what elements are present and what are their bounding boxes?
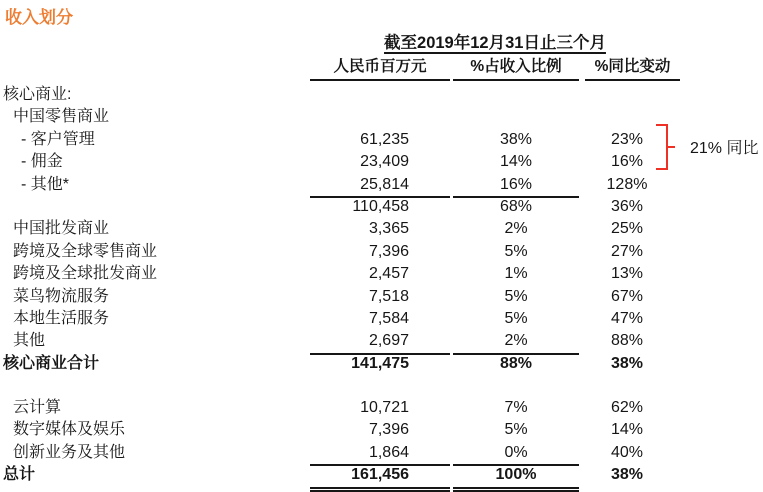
value-yoy-change: 36% xyxy=(610,197,644,215)
value-pct-of-revenue: 5% xyxy=(504,309,528,327)
table-row xyxy=(3,241,680,263)
value-rmb-millions: 3,365 xyxy=(368,220,409,238)
row-label: 中国零售商业 xyxy=(13,108,110,126)
value-yoy-change: 23% xyxy=(610,130,644,148)
value-rmb-millions xyxy=(310,84,450,106)
value-pct-of-revenue: 0% xyxy=(453,442,579,466)
value-pct-of-revenue: 7% xyxy=(504,399,528,417)
value-pct-of-revenue xyxy=(453,106,579,128)
table-column-headers xyxy=(3,56,680,81)
row-label: 总计 xyxy=(3,466,36,484)
value-pct-of-revenue: 68% xyxy=(499,197,533,215)
value-rmb-millions: 61,235 xyxy=(360,130,409,148)
value-pct-of-revenue: 5% xyxy=(504,421,528,439)
value-rmb-millions: 7,396 xyxy=(368,421,409,439)
value-yoy-change: 16% xyxy=(610,153,644,171)
value-pct-of-revenue: 16% xyxy=(453,174,579,198)
value-pct-of-revenue: 2% xyxy=(504,220,528,238)
row-label: 云计算 xyxy=(13,399,62,417)
value-rmb-millions: 10,721 xyxy=(360,399,409,417)
yoy-bracket-label: 21% 同比 xyxy=(690,140,759,157)
page-title: 收入划分 xyxy=(5,8,73,27)
row-label: 跨境及全球批发商业 xyxy=(13,265,158,283)
row-label: 其他 xyxy=(13,332,46,350)
table-row xyxy=(3,419,680,441)
table-body xyxy=(3,84,680,487)
value-yoy-change: 128% xyxy=(606,175,648,193)
table-row xyxy=(3,286,680,308)
period-header: 截至2019年12月31日止三个月 xyxy=(384,34,606,52)
value-pct-of-revenue: 100% xyxy=(453,464,579,491)
row-label: 跨境及全球零售商业 xyxy=(13,242,158,260)
table-row xyxy=(3,308,680,330)
value-rmb-millions xyxy=(310,106,450,128)
value-rmb-millions: 1,864 xyxy=(310,442,450,466)
value-rmb-millions: 7,584 xyxy=(368,309,409,327)
table-row xyxy=(3,263,680,285)
row-label: 本地生活服务 xyxy=(13,309,110,327)
value-rmb-millions: 161,456 xyxy=(310,464,450,491)
table-row xyxy=(3,464,680,486)
table-row xyxy=(3,174,680,196)
value-yoy-change: 13% xyxy=(610,265,644,283)
value-yoy-change: 38% xyxy=(610,354,644,372)
label-column-spacer xyxy=(3,31,310,56)
value-rmb-millions: 141,475 xyxy=(351,354,409,372)
table-row xyxy=(3,196,680,218)
row-label: - 其他* xyxy=(21,175,70,193)
value-pct-of-revenue: 2% xyxy=(453,330,579,354)
yoy-bracket-icon xyxy=(656,124,668,170)
value-rmb-millions: 7,396 xyxy=(368,242,409,260)
spacer-row xyxy=(3,375,680,397)
value-yoy-change: 14% xyxy=(610,421,644,439)
value-yoy-change: 47% xyxy=(610,309,644,327)
value-rmb-millions: 2,697 xyxy=(310,330,450,354)
value-pct-of-revenue xyxy=(453,84,579,106)
table-period-row xyxy=(3,31,680,56)
value-yoy-change: 40% xyxy=(610,443,644,461)
row-label: - 佣金 xyxy=(21,153,63,171)
row-label: 数字媒体及娱乐 xyxy=(13,421,126,439)
column-header-rmb-millions: 人民币百万元 xyxy=(310,56,450,81)
table-row xyxy=(3,330,680,352)
value-pct-of-revenue: 5% xyxy=(504,287,528,305)
value-pct-of-revenue: 38% xyxy=(499,130,533,148)
table-row xyxy=(3,353,680,375)
row-label: 核心商业: xyxy=(3,86,72,103)
revenue-table xyxy=(3,31,680,487)
value-pct-of-revenue: 88% xyxy=(499,354,533,372)
value-yoy-change: 67% xyxy=(610,287,644,305)
value-pct-of-revenue: 14% xyxy=(499,153,533,171)
value-rmb-millions: 7,518 xyxy=(368,287,409,305)
table-row xyxy=(3,129,680,151)
value-pct-of-revenue: 1% xyxy=(504,265,528,283)
row-label: 创新业务及其他 xyxy=(13,443,126,461)
value-yoy-change: 62% xyxy=(610,399,644,417)
table-row xyxy=(3,84,680,106)
row-label: - 客户管理 xyxy=(21,130,95,148)
table-row xyxy=(3,397,680,419)
row-label: 菜鸟物流服务 xyxy=(13,287,110,305)
value-rmb-millions: 110,458 xyxy=(352,197,409,215)
value-yoy-change: 27% xyxy=(610,242,644,260)
value-rmb-millions: 2,457 xyxy=(368,265,409,283)
value-pct-of-revenue: 5% xyxy=(504,242,528,260)
row-label xyxy=(3,196,310,218)
table-row xyxy=(3,442,680,464)
column-header-yoy-change: %同比变动 xyxy=(585,56,680,81)
row-label: 中国批发商业 xyxy=(13,220,110,238)
value-yoy-change xyxy=(585,84,680,106)
value-yoy-change: 38% xyxy=(610,466,644,484)
value-rmb-millions: 23,409 xyxy=(360,153,409,171)
table-row xyxy=(3,218,680,240)
value-yoy-change: 25% xyxy=(610,220,644,238)
value-yoy-change: 88% xyxy=(610,332,644,350)
table-row xyxy=(3,151,680,173)
column-header-pct-of-revenue: %占收入比例 xyxy=(453,56,579,81)
label-column-spacer xyxy=(3,56,310,81)
value-rmb-millions: 25,814 xyxy=(310,174,450,198)
table-row xyxy=(3,106,680,128)
row-label: 核心商业合计 xyxy=(3,354,100,372)
